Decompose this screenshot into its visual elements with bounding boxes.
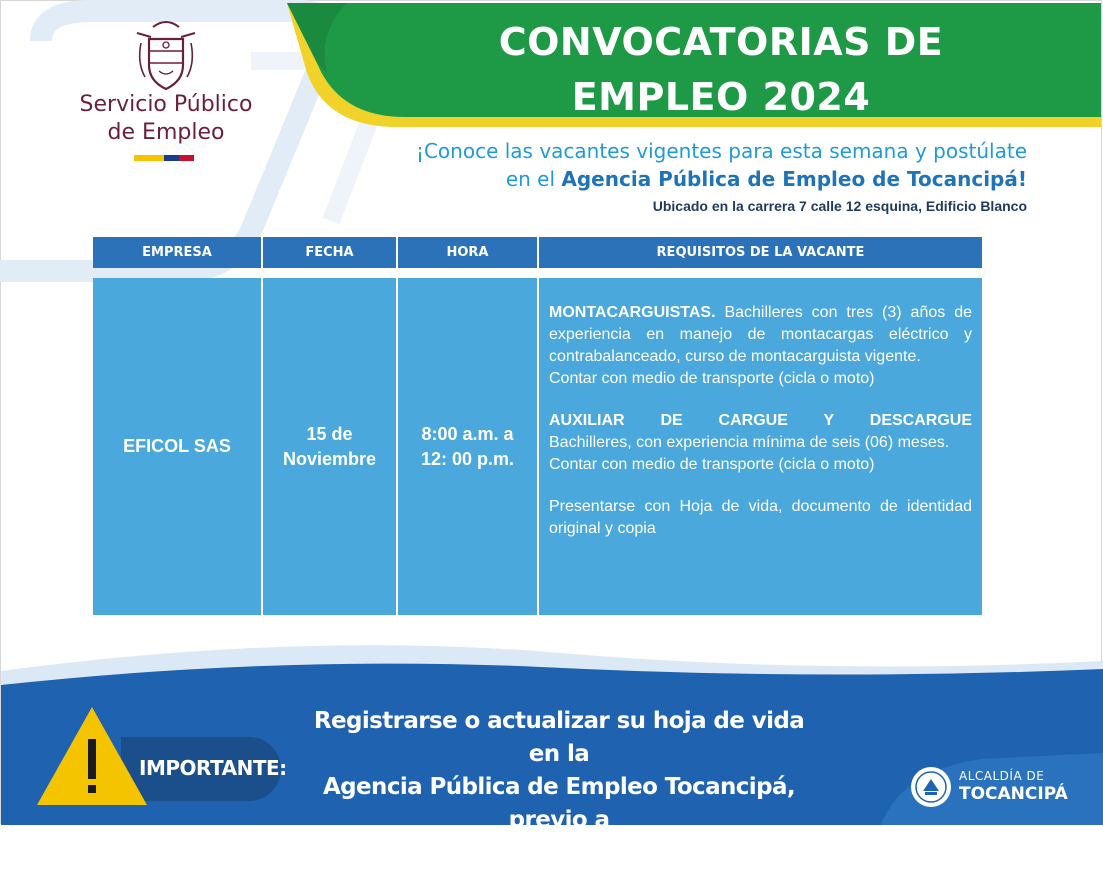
cell-empresa: EFICOL SAS <box>93 278 263 615</box>
cell-requisitos <box>539 278 982 615</box>
registration-note <box>299 705 819 870</box>
alcaldia-line-1: ALCALDÍA DE <box>959 769 1045 783</box>
note-line-3: la fecha de la convocatoria. <box>388 840 730 866</box>
alcaldia-line-2: TOCANCIPÁ <box>959 784 1068 804</box>
servicio-publico-logo <box>41 15 291 175</box>
cell-fecha <box>263 278 398 615</box>
requirement-title-montacarguistas: MONTACARGUISTAS. <box>549 304 716 321</box>
requirement-title-auxiliar-text: AUXILIAR DE CARGUE Y DESCARGUE <box>549 412 972 429</box>
note-line-1: Registrarse o actualizar su hoja de vida en la <box>313 708 805 767</box>
alcaldia-tocancipa-logo <box>909 763 1089 813</box>
table-row <box>93 278 982 615</box>
requirement-text-montacarguistas: Bachilleres con tres (3) años de experiencia en manejo de montacargas eléctrico y contrabalanceado, curso de montacarguista vigente. <box>549 304 972 365</box>
flag-red <box>179 155 194 161</box>
hora-line-2: 12: 00 p.m. <box>420 448 515 469</box>
column-header-requisitos: REQUISITOS DE LA VACANTE <box>539 237 982 268</box>
fecha-line-1: 15 de <box>306 423 353 444</box>
requirement-text-auxiliar: Bachilleres, con experiencia mínima de seis (06) meses. <box>549 434 950 451</box>
flag-blue <box>164 155 179 161</box>
warning-triangle-icon <box>35 705 149 807</box>
page-title <box>381 15 1061 125</box>
vacancies-table-header <box>93 237 982 268</box>
requirement-transport-2: Contar con medio de transporte (cicla o moto) <box>549 456 875 473</box>
intro-line-1: ¡Conoce las vacantes vigentes para esta semana y postúlate <box>415 139 1027 163</box>
column-header-hora: HORA <box>398 237 539 268</box>
municipal-seal-icon <box>909 765 953 809</box>
intro-agency-name: Agencia Pública de Empleo de Tocancipá! <box>561 167 1027 191</box>
intro-line-2-prefix: en el <box>505 167 562 191</box>
location-text: Ubicado en la carrera 7 calle 12 esquina, Edificio Blanco <box>652 198 1027 214</box>
requirement-transport-1: Contar con medio de transporte (cicla o moto) <box>549 370 875 387</box>
title-line-2: EMPLEO 2024 <box>571 75 871 119</box>
column-header-empresa: EMPRESA <box>93 237 263 268</box>
logo-text-line-2: de Empleo <box>107 120 225 145</box>
requirement-title-auxiliar <box>549 410 972 432</box>
fecha-line-2: Noviembre <box>282 448 377 469</box>
hora-line-1: 8:00 a.m. a <box>421 423 514 444</box>
coat-of-arms-icon <box>133 19 199 93</box>
colombia-flag-bar <box>134 155 194 161</box>
important-label: IMPORTANTE: <box>139 756 287 780</box>
logo-text-line-1: Servicio Público <box>79 92 253 117</box>
requirement-documents: Presentarse con Hoja de vida, documento de identidad original y copia <box>549 498 972 537</box>
note-line-2: Agencia Pública de Empleo Tocancipá, previo a <box>322 774 795 833</box>
column-header-fecha: FECHA <box>263 237 398 268</box>
requirement-montacarguistas <box>549 302 972 368</box>
intro-line-2 <box>506 165 1027 193</box>
flag-yellow <box>134 155 164 161</box>
title-line-1: CONVOCATORIAS DE <box>498 20 944 64</box>
cell-hora <box>398 278 539 615</box>
